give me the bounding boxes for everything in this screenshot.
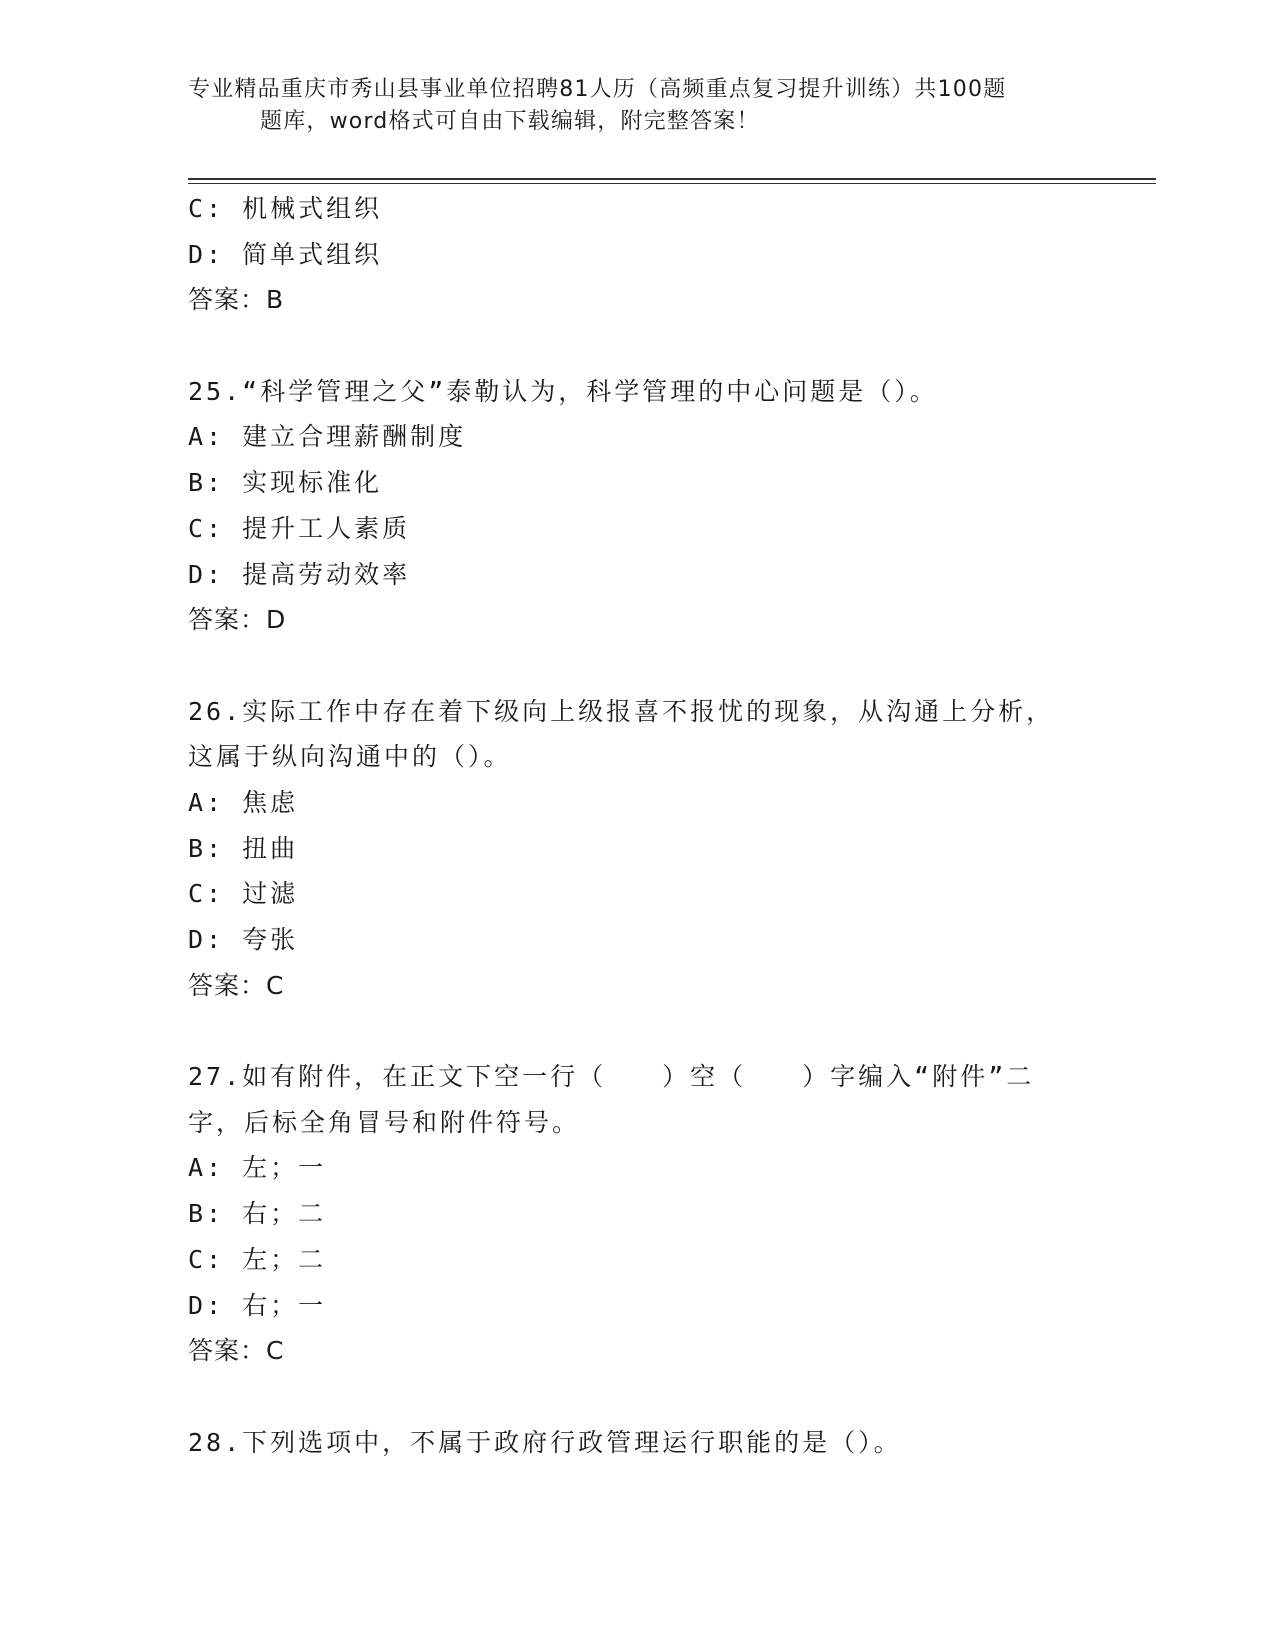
question-stem: 28.下列选项中，不属于政府行政管理运行职能的是（）。 xyxy=(188,1427,902,1457)
option-d: D: 提高劳动效率 xyxy=(188,559,411,589)
spacer xyxy=(188,643,1088,689)
option-a: A: 建立合理薪酬制度 xyxy=(188,422,467,452)
answer-line: 答案：D xyxy=(188,605,287,635)
option-a: A: 左；一 xyxy=(188,1153,327,1183)
option-d: D: 夸张 xyxy=(188,925,299,954)
question-stem-continued: 字，后标全角冒号和附件符号。 xyxy=(188,1107,581,1137)
question-28 xyxy=(188,1420,1088,1466)
spacer xyxy=(188,1008,1088,1054)
question-27 xyxy=(188,1054,1088,1374)
question-25 xyxy=(188,369,1088,643)
answer-line: 答案：C xyxy=(188,970,285,1000)
question-stem: 26.实际工作中存在着下级向上级报喜不报忧的现象，从沟通上分析， xyxy=(188,696,1055,726)
question-stem: 25.“科学管理之父”泰勒认为，科学管理的中心问题是（）。 xyxy=(188,376,938,406)
page-header xyxy=(188,74,1068,138)
option-b: B: 右；二 xyxy=(188,1199,327,1229)
spacer xyxy=(188,1374,1088,1420)
spacer xyxy=(188,323,1088,369)
option-b: B: 扭曲 xyxy=(188,833,299,863)
answer-line: 答案：B xyxy=(188,285,285,315)
option-c: C: 过滤 xyxy=(188,879,299,909)
option-a: A: 焦虑 xyxy=(188,787,299,817)
header-title-line-1: 专业精品重庆市秀山县事业单位招聘81人历（高频重点复习提升训练）共100题 xyxy=(188,77,1007,102)
question-list xyxy=(188,186,1088,1465)
header-divider xyxy=(188,178,1156,184)
question-26 xyxy=(188,689,1088,1009)
question-stem-continued: 这属于纵向沟通中的（）。 xyxy=(188,742,512,772)
question-fragment xyxy=(188,186,1088,323)
answer-line: 答案：C xyxy=(188,1336,285,1366)
option-d: D: 简单式组织 xyxy=(188,239,383,269)
option-c: C: 提升工人素质 xyxy=(188,513,411,543)
option-c: C: 机械式组织 xyxy=(188,194,383,223)
option-d: D: 右；一 xyxy=(188,1290,327,1320)
header-title-line-2: 题库，word格式可自由下载编辑，附完整答案！ xyxy=(260,109,760,134)
option-c: C: 左；二 xyxy=(188,1244,327,1274)
option-b: B: 实现标准化 xyxy=(188,468,383,498)
question-stem: 27.如有附件，在正文下空一行（ ）空（ ）字编入“附件”二 xyxy=(188,1062,1035,1092)
